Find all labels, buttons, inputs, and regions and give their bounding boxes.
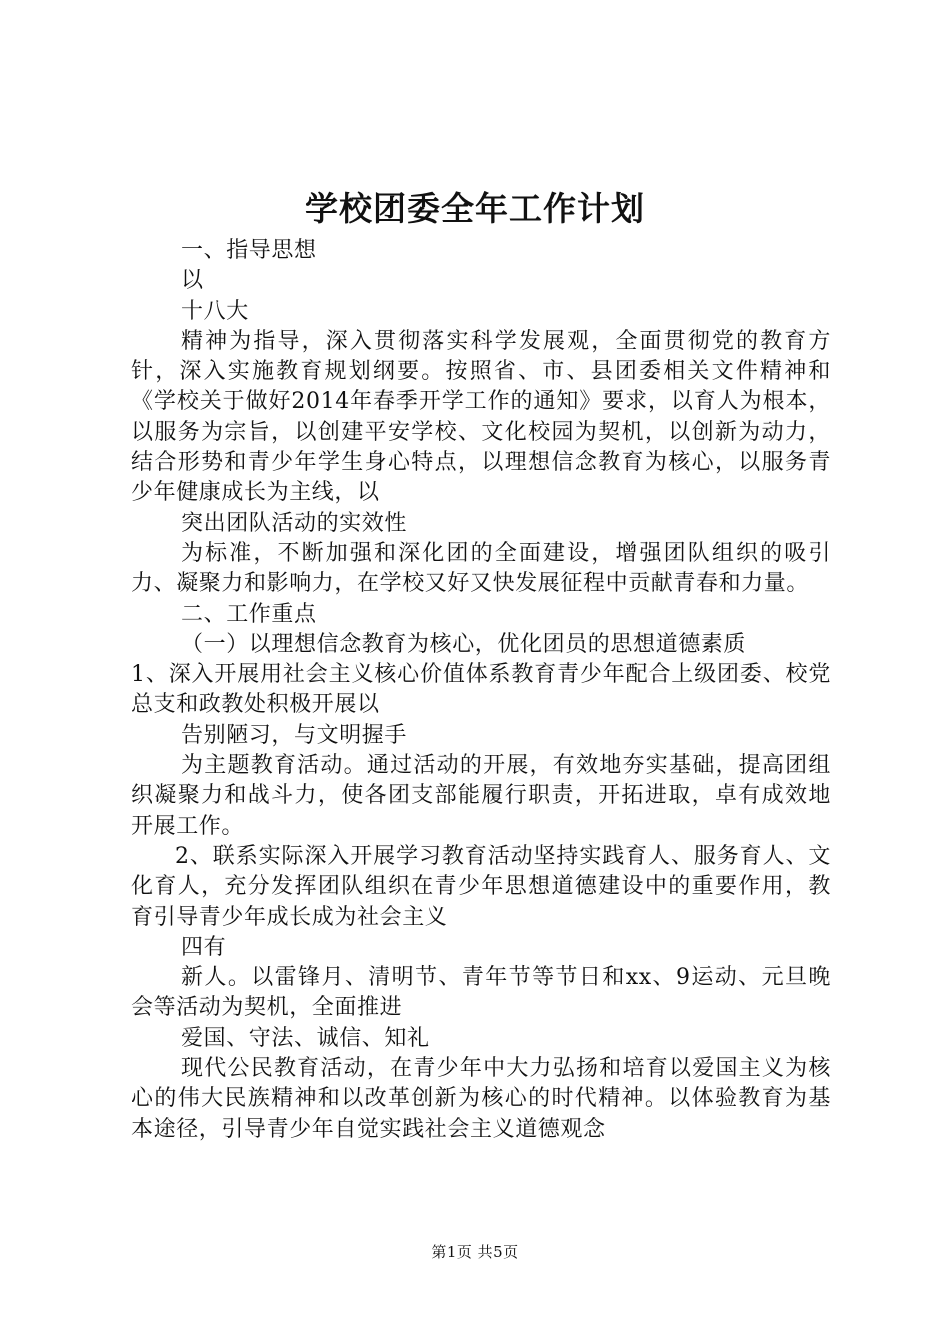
section-heading: 二、工作重点 <box>181 601 317 627</box>
paragraph: 四有 <box>181 934 227 960</box>
section-heading: 一、指导思想 <box>181 238 317 263</box>
paragraph: 精神为指导，深入贯彻落实科学发展观，全面贯彻党的教育方针，深入实施教育规划纲要。按照省、市、县团委相关文件精神和《学校关于做好2014年春季开学工作的通知》要求，以育人为根本，以服务为宗旨，以创建平安学校、文化校园为契机，以创新为动力，结合形势和青少年学生身心特点，以理想信念教育为核心，以服务青少年健康成长为主线，以 <box>131 328 831 506</box>
paragraph: 新人。以雷锋月、清明节、青年节等节日和xx、9运动、元旦晚会等活动为契机，全面推进 <box>131 965 831 1021</box>
paragraph: 为主题教育活动。通过活动的开展，有效地夯实基础，提高团组织凝聚力和战斗力，使各团支部能履行职责，开拓进取，卓有成效地开展工作。 <box>131 753 831 839</box>
paragraph: 突出团队活动的实效性 <box>181 510 408 536</box>
paragraph: 以 <box>181 268 204 294</box>
paragraph: 为标准，不断加强和深化团的全面建设，增强团队组织的吸引力、凝聚力和影响力，在学校又好又快发展征程中贡献青春和力量。 <box>131 540 831 597</box>
document-body <box>131 236 831 1145</box>
subsection-heading: （一）以理想信念教育为核心，优化团员的思想道德素质 <box>181 631 747 657</box>
paragraph: 1、深入开展用社会主义核心价值体系教育青少年配合上级团委、校党总支和政教处积极开展以 <box>131 662 831 718</box>
page-footer: 第1页 共5页 <box>431 1243 519 1261</box>
document-title: 学校团委全年工作计划 <box>305 189 645 228</box>
paragraph: 爱国、守法、诚信、知礼 <box>181 1025 430 1051</box>
paragraph: 告别陋习，与文明握手 <box>181 722 408 748</box>
paragraph: 2、联系实际深入开展学习教育活动坚持实践育人、服务育人、文化育人，充分发挥团队组织在青少年思想道德建设中的重要作用，教育引导青少年成长成为社会主义 <box>131 843 831 930</box>
paragraph: 十八大 <box>181 298 249 324</box>
paragraph: 现代公民教育活动，在青少年中大力弘扬和培育以爱国主义为核心的伟大民族精神和以改革创新为核心的时代精神。以体验教育为基本途径，引导青少年自觉实践社会主义道德观念 <box>131 1056 831 1142</box>
